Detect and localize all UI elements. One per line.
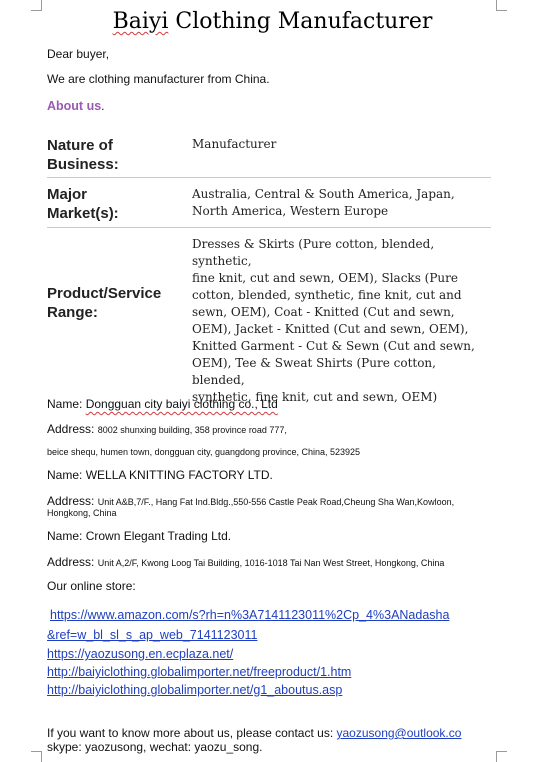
address-label: Address:	[47, 422, 98, 436]
crop-mark-bottom-left	[31, 751, 42, 762]
company2-address-line1: Unit A&B,7/F., Hang Fat Ind.Bldg.,550-556 Castle Peak Road,Cheung Sha Wan,Kowloon,	[97, 497, 455, 507]
address-label: Address:	[47, 555, 98, 569]
address-label: Address:	[47, 494, 98, 508]
company1-name	[47, 396, 278, 412]
contact-line2: skype: yaozusong, wechat: yaozu_song.	[47, 740, 263, 754]
aboutus-link[interactable]: http://baiyiclothing.globalimporter.net/g1_aboutus.asp	[47, 683, 343, 697]
company1-address-line1: 8002 shunxing building, 358 province road 777,	[97, 425, 287, 435]
email-link[interactable]: yaozusong@outlook.co	[336, 726, 462, 740]
company1-address	[47, 421, 287, 438]
table-row-markets	[47, 178, 491, 228]
company3-name-value: Crown Elegant Trading Ltd.	[85, 529, 232, 543]
freeproduct-link[interactable]: http://baiyiclothing.globalimporter.net/freeproduct/1.htm	[47, 665, 352, 679]
products-line: cotton, blended, synthetic, fine knit, cut and	[192, 288, 462, 302]
greeting: Dear buyer,	[47, 47, 110, 61]
markets-value-line2: North America, Western Europe	[192, 204, 389, 218]
nature-label-line2: Business:	[47, 156, 119, 173]
table-row-nature	[47, 133, 491, 178]
name-label: Name:	[47, 529, 86, 543]
products-line: Knitted Garment - Cut & Sewn (Cut and sewn,	[192, 339, 475, 353]
contact-sentence: If you want to know more about us, please contact us:	[47, 726, 337, 740]
products-value	[192, 236, 491, 406]
markets-value-line1: Australia, Central & South America, Japan,	[192, 187, 455, 201]
company2-address-line2: Hongkong, China	[47, 508, 117, 518]
about-us-link[interactable]: About us	[47, 99, 102, 113]
title-brand-word: Baiyi	[112, 9, 169, 34]
products-line: OEM), Jacket - Knitted (Cut and sewn, OEM),	[192, 322, 469, 336]
online-store-label: Our online store:	[47, 579, 136, 593]
nature-value: Manufacturer	[192, 137, 277, 151]
document-title	[0, 9, 545, 34]
ecplaza-link[interactable]: https://yaozusong.en.ecplaza.net/	[47, 647, 234, 661]
markets-label	[47, 185, 119, 223]
products-line: sewn, OEM), Coat - Knitted (Cut and sewn,	[192, 305, 455, 319]
amazon-store-link-cont[interactable]: &ref=w_bl_sl_s_ap_web_7141123011	[47, 628, 258, 642]
nature-label-line1: Nature of	[47, 137, 113, 154]
company2-name-value: WELLA KNITTING FACTORY LTD.	[85, 468, 273, 482]
amazon-store-link[interactable]: https://www.amazon.com/s?rh=n%3A7141123011%2Cp_4%3ANadasha	[50, 608, 450, 622]
name-label: Name:	[47, 397, 86, 411]
name-label: Name:	[47, 468, 86, 482]
products-label	[47, 284, 161, 322]
products-label-line1: Product/Service	[47, 285, 162, 302]
markets-value	[192, 186, 455, 220]
products-line: Dresses & Skirts (Pure cotton, blended, synthetic,	[192, 237, 435, 268]
company3-address-line1: Unit A,2/F, Kwong Loog Tai Building, 1016-1018 Tai Nan West Street, Hongkong, China	[97, 558, 445, 568]
nature-label	[47, 136, 119, 174]
products-line: OEM), Tee & Sweat Shirts (Pure cotton, blended,	[192, 356, 436, 387]
company1-address-line2: beice shequ, humen town, dongguan city, guangdong province, China, 523925	[47, 447, 361, 457]
intro-text: We are clothing manufacturer from China.	[47, 72, 270, 86]
markets-label-line1: Major	[47, 186, 88, 203]
about-period: .	[101, 99, 105, 113]
products-label-line2: Range:	[47, 304, 98, 321]
company2-name	[47, 467, 273, 483]
crop-mark-bottom-right	[496, 751, 507, 762]
products-line: fine knit, cut and sewn, OEM), Slacks (Pure	[192, 271, 458, 285]
company3-name	[47, 528, 231, 544]
about-us-heading	[47, 98, 105, 114]
company3-address	[47, 554, 444, 571]
company1-name-value: Dongguan city baiyi clothing co., Ltd	[85, 397, 278, 411]
products-line: synthetic, fine knit, cut and sewn, OEM)	[192, 390, 438, 404]
title-rest: Clothing Manufacturer	[168, 9, 433, 34]
markets-label-line2: Market(s):	[47, 205, 119, 222]
